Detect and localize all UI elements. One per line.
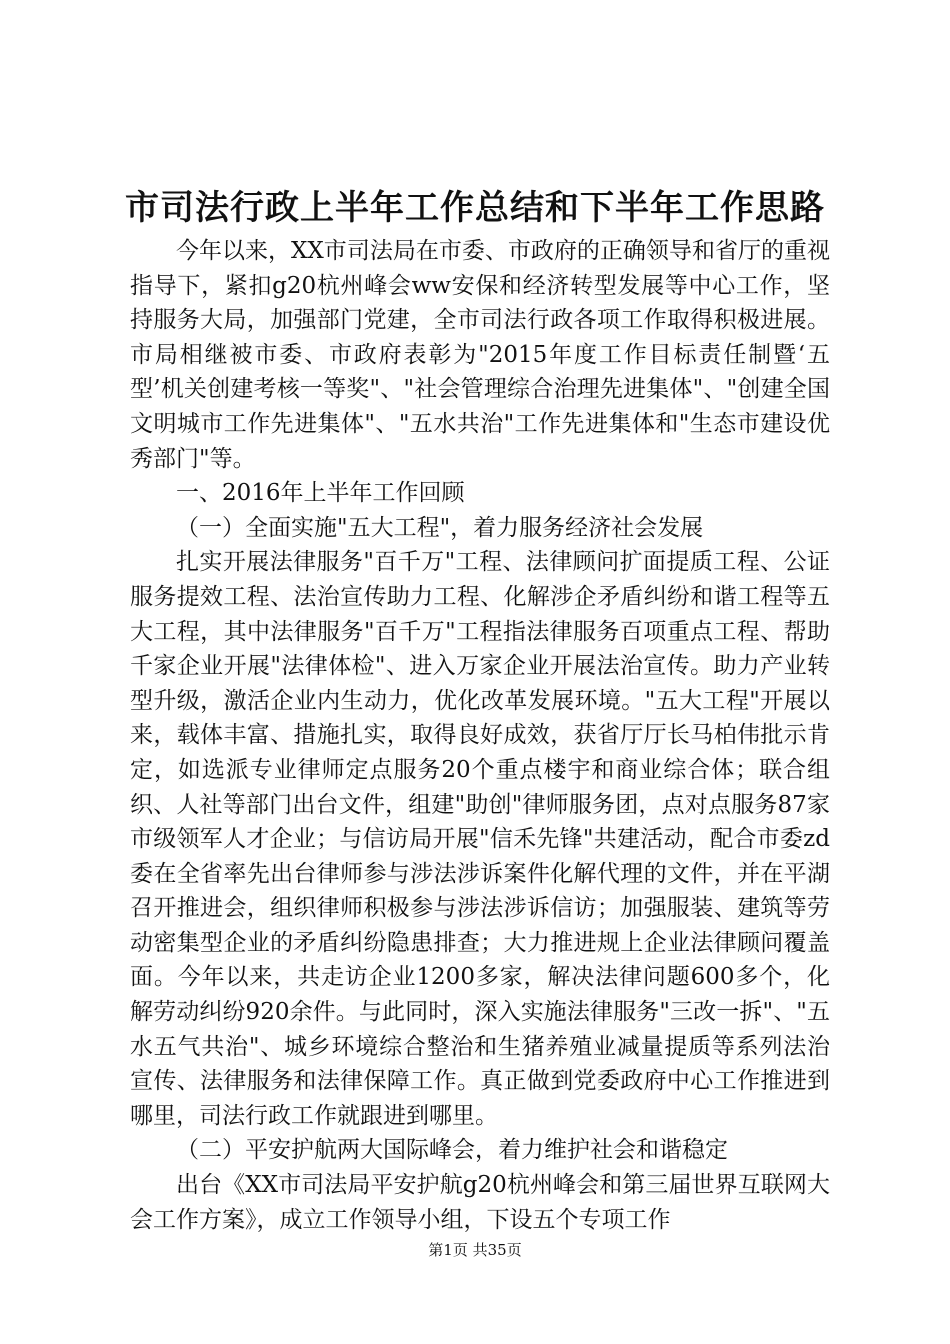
document-body	[130, 234, 830, 1237]
subsection-heading-2: （二）平安护航两大国际峰会，着力维护社会和谐稳定	[176, 1137, 728, 1164]
paragraph-summit-security: 出台《XX市司法局平安护航g20杭州峰会和第三届世界互联网大会工作方案》，成立工作领导小组，下设五个专项工作	[130, 1172, 830, 1233]
paragraph-intro: 今年以来，XX市司法局在市委、市政府的正确领导和省厅的重视指导下，紧扣g20杭州峰会ww安保和经济转型发展等中心工作，坚持服务大局，加强部门党建，全市司法行政各项工作取得积极进展。市局相继被市委、市政府表彰为"2015年度工作目标责任制暨‘五型’机关创建考核一等奖"、"社会管理综合治理先进集体"、"创建全国文明城市工作先进集体"、"五水共治"工作先进集体和"生态市建设优秀部门"等。	[130, 238, 830, 472]
subsection-heading-1: （一）全面实施"五大工程"，着力服务经济社会发展	[176, 514, 704, 541]
section-heading-review: 一、2016年上半年工作回顾	[176, 480, 465, 507]
page-footer: 第1页 共35页	[428, 1241, 522, 1259]
document-title: 市司法行政上半年工作总结和下半年工作思路	[125, 188, 825, 228]
paragraph-five-projects: 扎实开展法律服务"百千万"工程、法律顾问扩面提质工程、公证服务提效工程、法治宣传助力工程、化解涉企矛盾纠纷和谐工程等五大工程，其中法律服务"百千万"工程指法律服务百项重点工程、帮助千家企业开展"法律体检"、进入万家企业开展法治宣传。助力产业转型升级，激活企业内生动力，优化改革发展环境。"五大工程"开展以来，载体丰富、措施扎实，取得良好成效，获省厅厅长马柏伟批示肯定，如选派专业律师定点服务20个重点楼宇和商业综合体；联合组织、人社等部门出台文件，组建"助创"律师服务团，点对点服务87家市级领军人才企业；与信访局开展"信禾先锋"共建活动，配合市委zd委在全省率先出台律师参与涉法涉诉案件化解代理的文件，并在平湖召开推进会，组织律师积极参与涉法涉诉信访；加强服装、建筑等劳动密集型企业的矛盾纠纷隐患排查；大力推进规上企业法律顾问覆盖面。今年以来，共走访企业1200多家，解决法律问题600多个，化解劳动纠纷920余件。与此同时，深入实施法律服务"三改一拆"、"五水五气共治"、城乡环境综合整治和生猪养殖业减量提质等系列法治宣传、法律服务和法律保障工作。真正做到党委政府中心工作推进到哪里，司法行政工作就跟进到哪里。	[130, 549, 830, 1129]
